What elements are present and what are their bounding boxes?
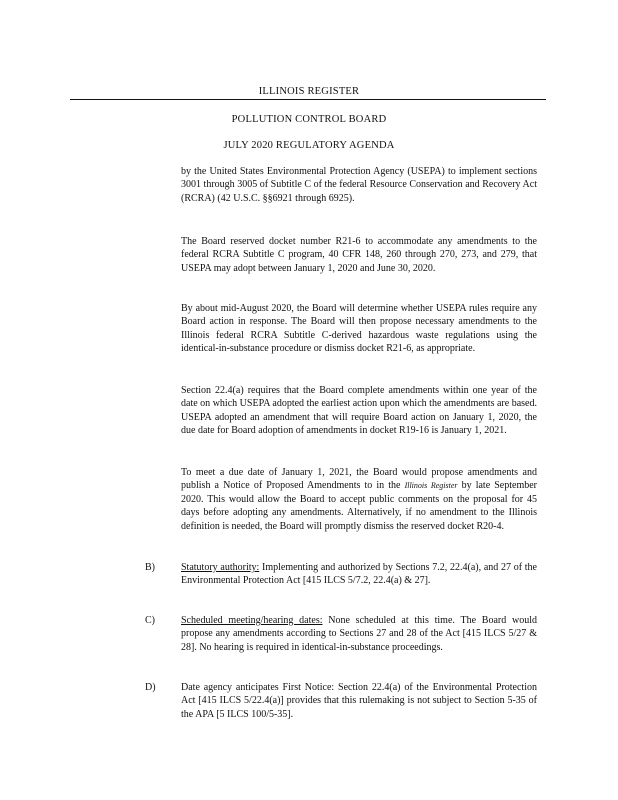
item-d-label: D) xyxy=(145,682,156,693)
paragraph-section-22-4: Section 22.4(a) requires that the Board complete amendments within one year of the date on which USEPA adopted the earliest action upon which the amendments are based. USEPA adopted an amendment that will require Board action on January 1, 2020, the due date for Board adoption of amendments in docket R19-16 is January 1, 2021. xyxy=(181,385,537,437)
statutory-authority-heading: Statutory authority: xyxy=(181,562,260,573)
illinois-register-italic: Illinois Register xyxy=(404,481,458,491)
paragraph-due-date xyxy=(181,466,537,533)
scheduled-meeting-heading: Scheduled meeting/hearing dates: xyxy=(181,615,323,626)
agenda-title: JULY 2020 REGULATORY AGENDA xyxy=(223,140,395,151)
due-date-text-b: by late September 2020. This would allow the Board to accept public comments on the proposal for 45 days before adopting any amendments. Alternatively, if no amendment to the Illinois definition is needed, the Board will promptly dismiss the reserved docket R20-4. xyxy=(181,480,538,532)
paragraph-reserved-docket: The Board reserved docket number R21-6 to accommodate any amendments to the federal RCRA Subtitle C program, 40 CFR 148, 260 through 270, 273, and 279, that USEPA may adopt between January 1, 2020 and June 30, 2020. xyxy=(181,236,537,274)
board-name: POLLUTION CONTROL BOARD xyxy=(231,114,387,125)
paragraph-mid-august: By about mid-August 2020, the Board will determine whether USEPA rules require any Board action in response. The Board will then propose necessary amendments to the Illinois federal RCRA Subtitle C-derived hazardous waste regulations using the identical-in-substance procedure or dismiss docket R21-6, as appropriate. xyxy=(181,303,537,355)
paragraph-usepa-intro: by the United States Environmental Protection Agency (USEPA) to implement sections 3001 through 3005 of Subtitle C of the federal Resource Conservation and Recovery Act (RCRA) (42 U.S.C. §§6921 through 6925). xyxy=(181,166,537,204)
header-rule xyxy=(70,99,546,100)
item-b-text: Implementing and authorized by Sections 7.2, 22.4(a), and 27 of the Environmental Protection Act [415 ILCS 5/7.2, 22.4(a) & 27]. xyxy=(181,562,537,587)
due-date-text-a: To meet a due date of January 1, 2021, the Board would propose amendments and publish a Notice of Proposed Amendments to in the xyxy=(181,467,537,492)
item-c-text: None scheduled at this time. The Board would propose any amendments according to Sections 27 and 28 of the Act [415 ILCS 5/27 & 28]. No hearing is required in identical-in-substance proceedings. xyxy=(181,615,537,653)
item-d-text: Date agency anticipates First Notice: Section 22.4(a) of the Environmental Protection Act [415 ILCS 5/22.4(a)] provides that this rulemaking is not subject to Section 5-35 of the APA [5 ILCS 100/5-35]. xyxy=(181,682,537,720)
register-title: ILLINOIS REGISTER xyxy=(258,86,360,97)
item-c-body xyxy=(181,614,537,654)
item-c-label: C) xyxy=(145,615,155,626)
item-b-label: B) xyxy=(145,562,155,573)
item-b-body xyxy=(181,561,537,588)
